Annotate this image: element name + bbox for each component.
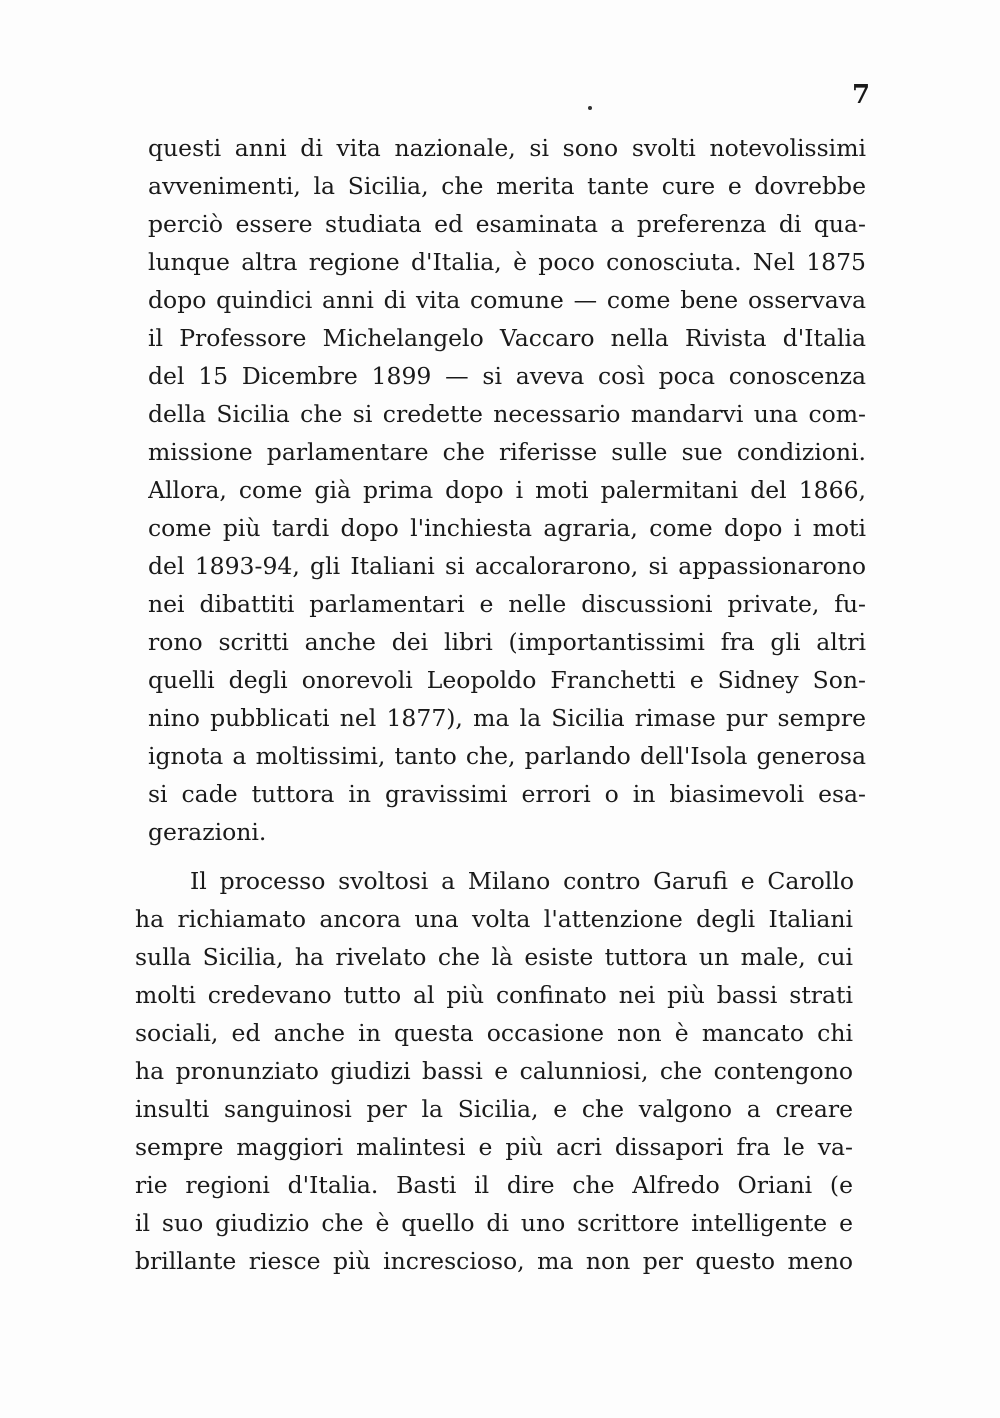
text-line: rie regioni d'Italia. Basti il dire che Alfredo Oriani (e: [135, 1171, 853, 1199]
text-line: nei dibattiti parlamentari e nelle discussioni private, fu-: [148, 590, 866, 618]
text-line: si cade tuttora in gravissimi errori o in biasimevoli esa-: [148, 780, 866, 808]
text-line: il suo giudizio che è quello di uno scrittore intelligente e: [135, 1209, 853, 1237]
page-number: 7: [852, 80, 871, 110]
text-line: molti credevano tutto al più confinato nei più bassi strati: [135, 981, 853, 1009]
text-line: quelli degli onorevoli Leopoldo Franchetti e Sidney Son-: [148, 666, 866, 694]
text-line: brillante riesce più increscioso, ma non per questo meno: [135, 1247, 853, 1275]
text-line: gerazioni.: [148, 818, 267, 846]
text-line: come più tardi dopo l'inchiesta agraria, come dopo i moti: [148, 514, 866, 542]
text-line: questi anni di vita nazionale, si sono svolti notevolissimi: [148, 134, 866, 162]
print-speck: [588, 106, 592, 110]
text-line: missione parlamentare che riferisse sulle sue condizioni.: [148, 438, 866, 466]
text-line: sempre maggiori malintesi e più acri dissapori fra le va-: [135, 1133, 853, 1161]
text-line: nino pubblicati nel 1877), ma la Sicilia rimase pur sempre: [148, 704, 866, 732]
text-line: avvenimenti, la Sicilia, che merita tante cure e dovrebbe: [148, 172, 866, 200]
text-line: Il processo svoltosi a Milano contro Garufi e Carollo: [190, 867, 854, 895]
text-line: sociali, ed anche in questa occasione non è mancato chi: [135, 1019, 853, 1047]
text-line: ignota a moltissimi, tanto che, parlando dell'Isola generosa: [148, 742, 866, 770]
text-line: del 1893-94, gli Italiani si accalorarono, si appassionarono: [148, 552, 866, 580]
text-line: del 15 Dicembre 1899 — si aveva così poca conoscenza: [148, 362, 866, 390]
text-line: ha richiamato ancora una volta l'attenzione degli Italiani: [135, 905, 853, 933]
text-line: della Sicilia che si credette necessario mandarvi una com-: [148, 400, 866, 428]
text-line: dopo quindici anni di vita comune — come bene osservava: [148, 286, 866, 314]
text-line: perciò essere studiata ed esaminata a preferenza di qua-: [148, 210, 866, 238]
text-line: ha pronunziato giudizi bassi e calunniosi, che contengono: [135, 1057, 853, 1085]
text-line: rono scritti anche dei libri (importantissimi fra gli altri: [148, 628, 866, 656]
text-line: insulti sanguinosi per la Sicilia, e che valgono a creare: [135, 1095, 853, 1123]
text-line: il Professore Michelangelo Vaccaro nella Rivista d'Italia: [148, 324, 866, 352]
text-line: sulla Sicilia, ha rivelato che là esiste tuttora un male, cui: [135, 943, 853, 971]
text-line: lunque altra regione d'Italia, è poco conosciuta. Nel 1875: [148, 248, 866, 276]
text-line: Allora, come già prima dopo i moti palermitani del 1866,: [148, 476, 866, 504]
